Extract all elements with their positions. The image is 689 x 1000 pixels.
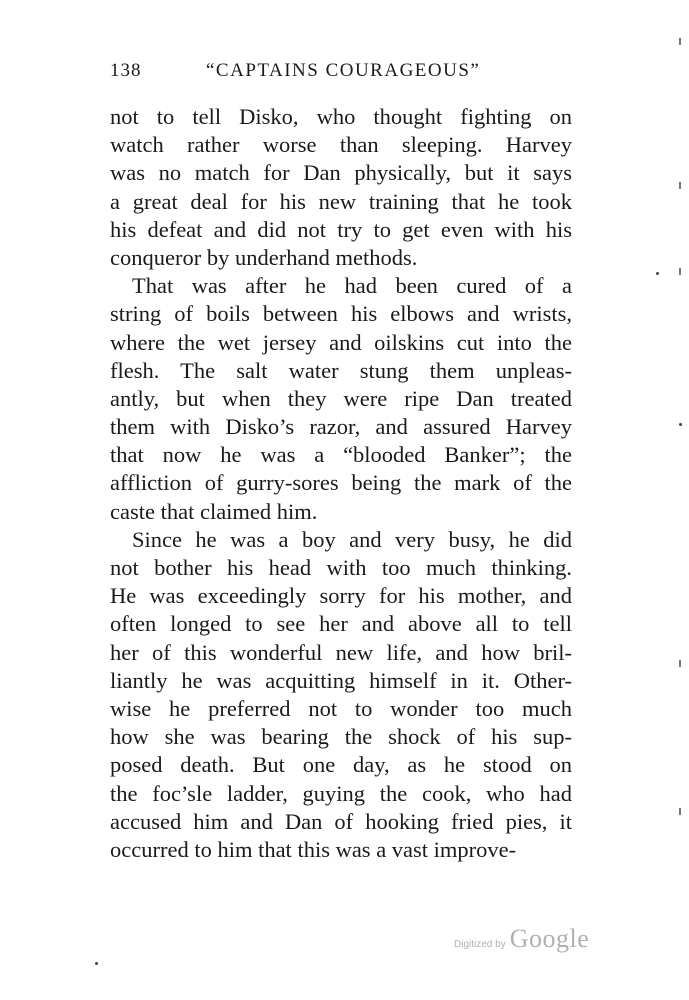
scan-speck bbox=[95, 962, 98, 965]
text-line: antly, but when they were ripe Dan treated bbox=[110, 385, 572, 411]
text-line: that now he was a “blooded Banker”; the bbox=[110, 442, 572, 468]
text-line: string of boils between his elbows and wrists, bbox=[110, 301, 572, 327]
text-line: watch rather worse than sleeping. Harvey bbox=[110, 132, 572, 158]
scan-speck bbox=[679, 423, 682, 426]
text-line: He was exceedingly sorry for his mother, and bbox=[110, 583, 572, 609]
text-line: not to tell Disko, who thought fighting on bbox=[110, 104, 572, 129]
scan-speck bbox=[656, 272, 659, 275]
page-number: 138 bbox=[110, 60, 142, 81]
text-line: accused him and Dan of hooking fried pies, it bbox=[110, 808, 572, 834]
text-line: a great deal for his new training that he took bbox=[110, 188, 572, 214]
scan-mark bbox=[679, 808, 681, 815]
text-line: posed death. But one day, as he stood on bbox=[110, 752, 572, 778]
scan-mark bbox=[679, 268, 681, 275]
text-line: flesh. The salt water stung them unpleas- bbox=[110, 357, 572, 383]
text-line: not bother his head with too much thinking. bbox=[110, 555, 572, 580]
watermark-prefix: Digitized by bbox=[454, 939, 506, 950]
text-line: conqueror by underhand methods. bbox=[110, 244, 418, 270]
text-line: his defeat and did not try to get even with his bbox=[110, 216, 572, 242]
text-line: them with Disko’s razor, and assured Harvey bbox=[110, 414, 572, 440]
running-title: “CAPTAINS COURAGEOUS” bbox=[206, 60, 481, 81]
text-line: affliction of gurry-sores being the mark of the bbox=[110, 470, 572, 496]
text-line: Since he was a boy and very busy, he did bbox=[132, 526, 572, 552]
scan-mark bbox=[679, 38, 681, 45]
digitized-by-google-watermark bbox=[454, 924, 589, 954]
body-text bbox=[110, 103, 572, 864]
text-line: the foc’sle ladder, guying the cook, who had bbox=[110, 780, 572, 806]
text-line: caste that claimed him. bbox=[110, 498, 318, 524]
text-line: where the wet jersey and oilskins cut into the bbox=[110, 329, 572, 355]
text-line: That was after he had been cured of a bbox=[132, 273, 572, 299]
scan-mark bbox=[679, 660, 681, 667]
text-line: was no match for Dan physically, but it says bbox=[110, 160, 572, 186]
text-line: her of this wonderful new life, and how bril- bbox=[110, 639, 572, 665]
page-header bbox=[110, 60, 572, 84]
text-line: liantly he was acquitting himself in it. Other- bbox=[110, 667, 572, 693]
scan-mark bbox=[679, 182, 681, 189]
text-line: how she was bearing the shock of his sup- bbox=[110, 724, 572, 750]
text-line: occurred to him that this was a vast improve- bbox=[110, 836, 517, 862]
watermark-brand: Google bbox=[509, 924, 590, 953]
text-line: often longed to see her and above all to tell bbox=[110, 611, 572, 637]
text-line: wise he preferred not to wonder too much bbox=[110, 695, 572, 721]
